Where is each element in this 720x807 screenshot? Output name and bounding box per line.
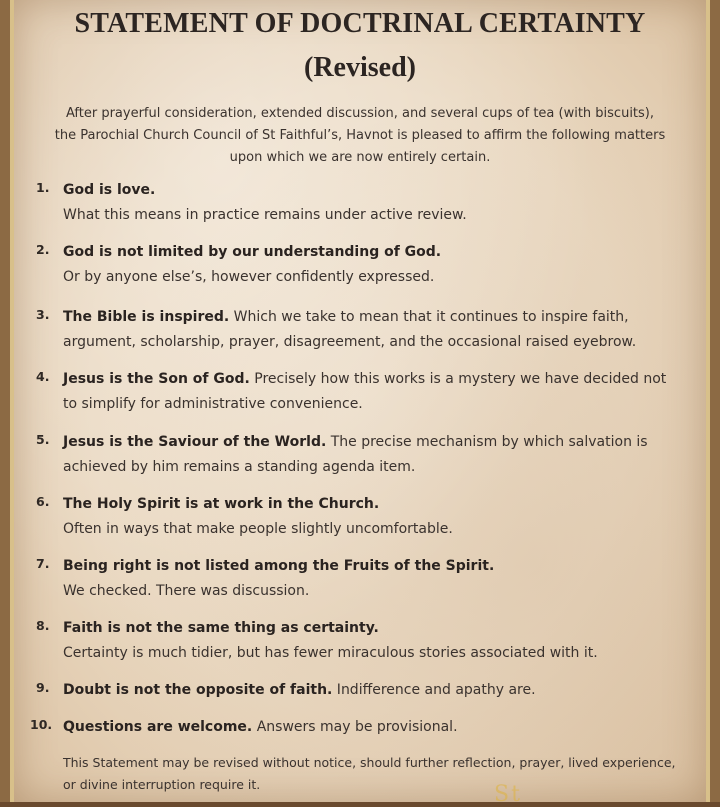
item-text: Precisely how this works is a mystery we have decided not <box>249 371 667 387</box>
parchment-document <box>14 0 706 807</box>
item-main-line <box>63 178 703 203</box>
item-main-line <box>63 305 703 330</box>
intro-paragraph: After prayerful consideration, extended discussion, and several cups of tea (with biscuits), the Parochial Church Council of St Faithful’s, Havnot is pleased to affirm the following matters upon which we are now entirely certain. <box>54 106 666 165</box>
item-heading: Faith is not the same thing as certainty. <box>63 620 379 636</box>
item-heading: The Bible is inspired. <box>63 309 230 325</box>
item-continuation: Or by anyone else’s, however confidently expressed. <box>63 269 435 285</box>
item-continuation: achieved by him remains a standing agenda item. <box>63 459 416 475</box>
item-continuation: What this means in practice remains under active review. <box>63 207 467 223</box>
item-heading: God is love. <box>63 182 156 198</box>
item-number: 9. <box>36 680 50 695</box>
item-main-line <box>63 616 703 641</box>
item-text: Which we take to mean that it continues to inspire faith, <box>229 309 629 325</box>
faint-stamp-mark: St <box>494 782 522 807</box>
item-continuation: Certainty is much tidier, but has fewer miraculous stories associated with it. <box>63 645 598 661</box>
item-number: 5. <box>36 432 50 447</box>
item-heading: Jesus is the Saviour of the World. <box>63 434 327 450</box>
item-number: 4. <box>36 369 50 384</box>
item-number: 8. <box>36 618 50 633</box>
item-number: 2. <box>36 242 50 257</box>
document-title: STATEMENT OF DOCTRINAL CERTAINTY <box>74 8 646 39</box>
item-text: Answers may be provisional. <box>252 719 458 735</box>
item-number: 6. <box>36 494 50 509</box>
item-continuation: We checked. There was discussion. <box>63 583 310 599</box>
item-heading: Being right is not listed among the Fruits of the Spirit. <box>63 558 495 574</box>
item-main-line <box>63 240 703 265</box>
item-heading: Doubt is not the opposite of faith. <box>63 682 333 698</box>
item-main-line <box>63 430 703 455</box>
item-main-line <box>63 367 703 392</box>
footer-note: This Statement may be revised without notice, should further reflection, prayer, lived experience, or divine interruption require it. <box>63 755 676 792</box>
item-number: 3. <box>36 307 50 322</box>
item-continuation: Often in ways that make people slightly uncomfortable. <box>63 521 453 537</box>
item-continuation: to simplify for administrative convenience. <box>63 396 363 412</box>
item-continuation: argument, scholarship, prayer, disagreement, and the occasional raised eyebrow. <box>63 334 637 350</box>
item-heading: God is not limited by our understanding of God. <box>63 244 442 260</box>
item-main-line <box>63 678 703 703</box>
item-main-line <box>63 554 703 579</box>
item-number: 10. <box>30 717 53 732</box>
item-heading: Questions are welcome. <box>63 719 253 735</box>
item-number: 7. <box>36 556 50 571</box>
item-text: The precise mechanism by which salvation is <box>326 434 648 450</box>
document-subtitle: (Revised) <box>304 52 416 83</box>
item-text: Indifference and apathy are. <box>332 682 536 698</box>
item-heading: Jesus is the Son of God. <box>63 371 250 387</box>
item-heading: The Holy Spirit is at work in the Church. <box>63 496 380 512</box>
item-main-line <box>63 715 703 740</box>
item-main-line <box>63 492 703 517</box>
item-number: 1. <box>36 180 50 195</box>
